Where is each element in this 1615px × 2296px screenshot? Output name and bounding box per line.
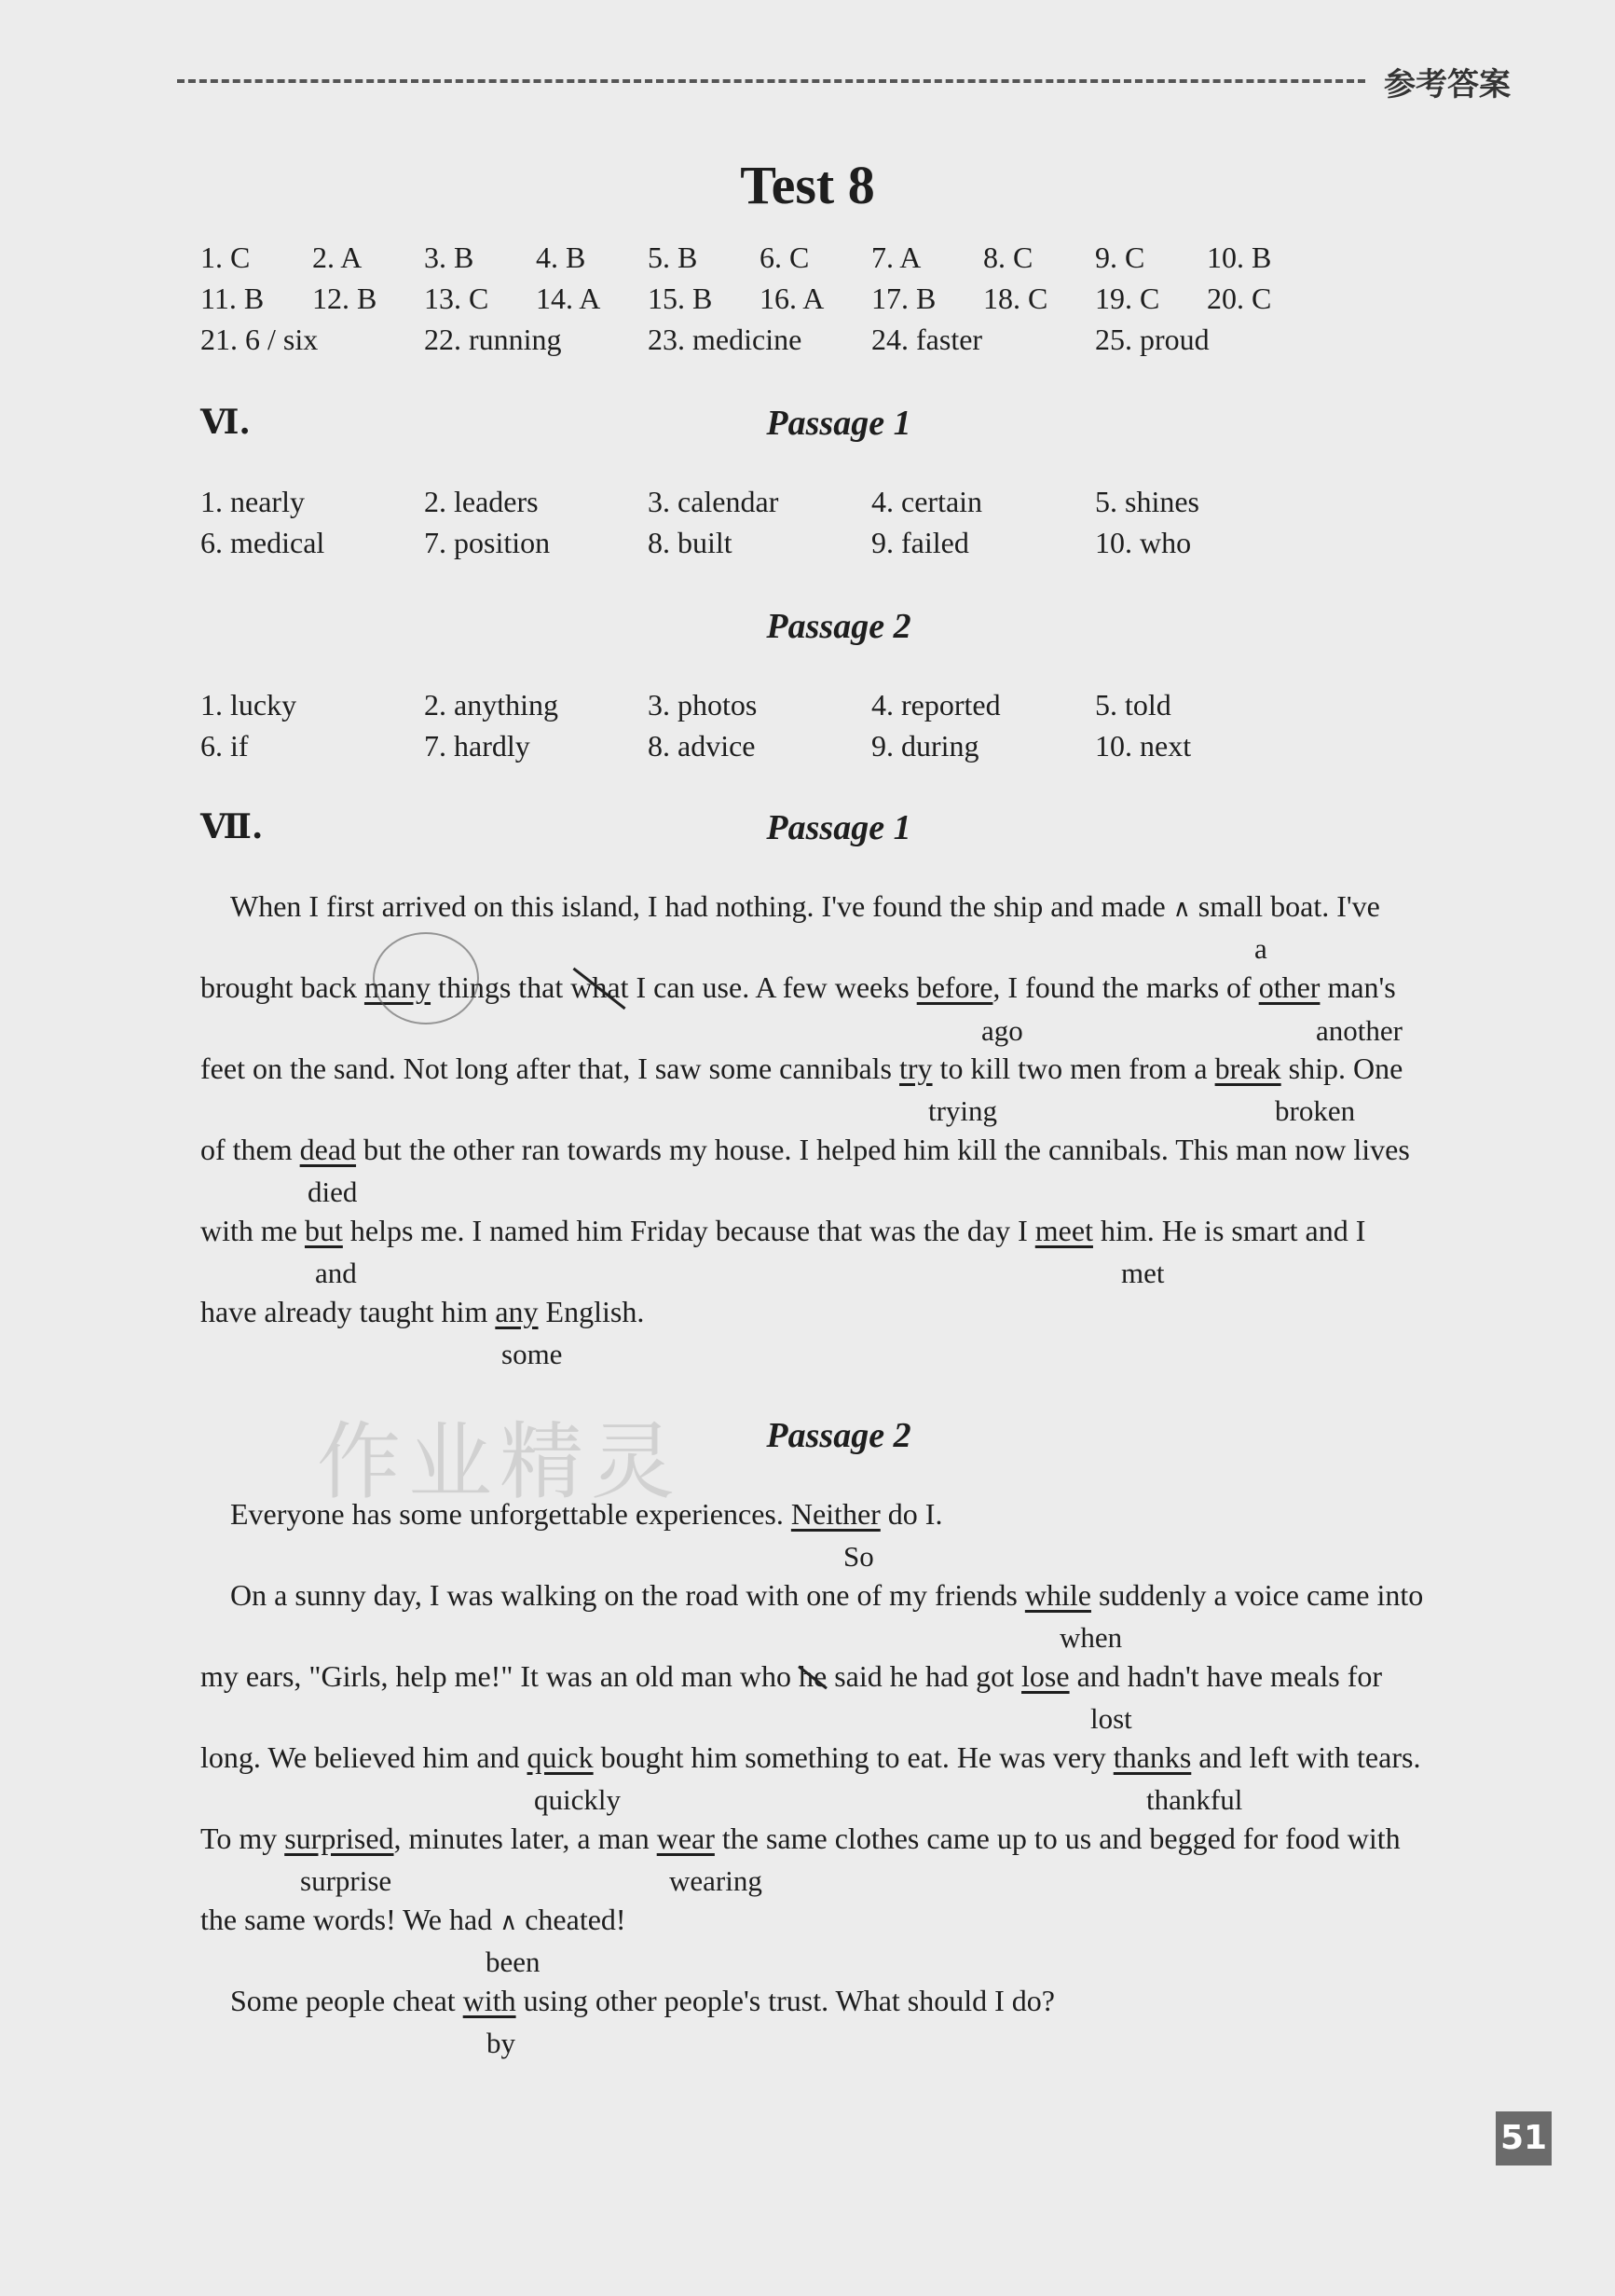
answer-item: 18. C	[983, 282, 1048, 315]
text: but the other ran towards my house. I helped him kill the cannibals. This man now lives	[356, 1133, 1410, 1166]
answer-item: 2. anything	[424, 688, 558, 722]
text: the same clothes came up to us and begged for food with	[714, 1822, 1401, 1855]
answer-item: 25. proud	[1095, 323, 1210, 356]
answer-item: 12. B	[312, 282, 377, 315]
text: , I found the marks of	[992, 970, 1259, 1004]
answer-item: 10. next	[1095, 729, 1192, 763]
text: man's	[1320, 970, 1396, 1004]
answer-item: 1. lucky	[200, 688, 297, 722]
passage-line	[230, 889, 1380, 924]
stamp-logo	[373, 932, 479, 1024]
passage-line	[200, 1740, 1420, 1775]
section-7-passage-2-title: Passage 2	[766, 1416, 911, 1455]
answer-item: 10. who	[1095, 526, 1192, 559]
answer-item: 9. C	[1095, 241, 1145, 274]
text: helps me. I named him Friday because that was the day I	[342, 1214, 1035, 1247]
answer-item: 19. C	[1095, 282, 1160, 315]
passage-line	[200, 1822, 1401, 1856]
correction: when	[1060, 1621, 1123, 1654]
passage-line	[200, 1214, 1365, 1248]
text: bought him something to eat. He was very	[593, 1740, 1114, 1774]
answer-item: 5. B	[648, 241, 698, 274]
text: my ears, "Girls, help me!" It was an old man who	[200, 1659, 799, 1693]
passage-line	[200, 1903, 626, 1937]
text: the same words! We had	[200, 1903, 500, 1936]
error-word: wear	[656, 1822, 715, 1855]
text: I can use. A few weeks	[628, 970, 917, 1004]
answer-item: 8. C	[983, 241, 1033, 274]
answer-item: 7. A	[871, 241, 922, 274]
answer-item: 6. C	[760, 241, 810, 274]
answer-item: 11. B	[200, 282, 265, 315]
page-number: 51	[1496, 2111, 1552, 2165]
text: long. We believed him and	[200, 1740, 527, 1774]
correction: a	[1254, 932, 1267, 965]
answer-item: 4. certain	[871, 485, 983, 518]
answer-item: 7. hardly	[424, 729, 530, 763]
text: English.	[538, 1295, 645, 1328]
correction: met	[1121, 1257, 1165, 1289]
error-word: meet	[1034, 1214, 1093, 1247]
correction: some	[501, 1338, 563, 1370]
text: of them	[200, 1133, 300, 1166]
correction: and	[315, 1257, 357, 1289]
answer-item: 15. B	[648, 282, 713, 315]
header-label: 参考答案	[1384, 66, 1511, 103]
answer-item: 16. A	[760, 282, 825, 315]
text: things that	[431, 970, 571, 1004]
answer-item: 14. A	[536, 282, 601, 315]
answer-item: 5. told	[1095, 688, 1171, 722]
text: When I first arrived on this island, I had nothing. I've found the ship and made	[230, 889, 1173, 923]
text: Some people cheat	[230, 1984, 463, 2017]
error-word: while	[1024, 1578, 1091, 1612]
text: , minutes later, a man	[393, 1822, 657, 1855]
text: small boat. I've	[1190, 889, 1380, 923]
correction: ago	[981, 1014, 1023, 1047]
text: have already taught him	[200, 1295, 496, 1328]
text: On a sunny day, I was walking on the road with one of my friends	[230, 1578, 1025, 1612]
error-word: dead	[299, 1133, 357, 1166]
error-word: other	[1258, 970, 1321, 1004]
correction: trying	[928, 1094, 998, 1127]
error-word: try	[899, 1052, 933, 1085]
passage-line	[230, 1984, 1055, 2018]
error-word: quick	[527, 1740, 594, 1774]
text: brought back	[200, 970, 364, 1004]
correction: quickly	[534, 1783, 621, 1816]
answer-item: 9. during	[871, 729, 979, 763]
correction: by	[486, 2027, 515, 2059]
answer-item: 22. running	[424, 323, 562, 356]
correction: thankful	[1146, 1783, 1243, 1816]
answer-item: 17. B	[871, 282, 937, 315]
passage-line	[200, 1052, 1403, 1086]
deleted-word: he	[798, 1659, 828, 1693]
correction: died	[308, 1175, 358, 1208]
watermark: 作业精灵	[317, 1413, 682, 1511]
section-7-passage-1-title: Passage 1	[766, 808, 911, 847]
answer-item: 13. C	[424, 282, 489, 315]
text: suddenly a voice came into	[1090, 1578, 1424, 1612]
header-dashed-rule	[177, 79, 1365, 83]
error-word: many	[363, 970, 431, 1004]
section-6-passage-1-title: Passage 1	[766, 404, 911, 443]
text: To my	[200, 1822, 285, 1855]
answer-item: 24. faster	[871, 323, 983, 356]
answer-item: 23. medicine	[648, 323, 802, 356]
page-title: Test 8	[740, 155, 875, 215]
error-word: Neither	[790, 1497, 881, 1531]
text: ship. One	[1280, 1052, 1403, 1085]
text: to kill two men from a	[932, 1052, 1215, 1085]
text: with me	[200, 1214, 305, 1247]
answer-item: 3. calendar	[648, 485, 779, 518]
answer-item: 5. shines	[1095, 485, 1199, 518]
text: do I.	[880, 1497, 943, 1531]
answer-item: 3. B	[424, 241, 474, 274]
text: and hadn't have meals for	[1069, 1659, 1382, 1693]
answer-item: 6. medical	[200, 526, 325, 559]
answer-item: 8. built	[648, 526, 732, 559]
answer-item: 4. reported	[871, 688, 1001, 722]
text: and left with tears.	[1191, 1740, 1421, 1774]
text: Everyone has some unforgettable experiences.	[230, 1497, 791, 1531]
error-word: break	[1214, 1052, 1281, 1085]
correction: lost	[1090, 1702, 1132, 1735]
answer-item: 8. advice	[648, 729, 756, 763]
deleted-word: what	[570, 970, 629, 1004]
text: him. He is smart and I	[1092, 1214, 1366, 1247]
section-7-mark: Ⅶ.	[200, 807, 264, 846]
passage-line	[230, 1578, 1423, 1613]
correction: another	[1316, 1014, 1403, 1047]
section-6-mark: Ⅵ.	[200, 403, 251, 442]
passage-line	[230, 1497, 942, 1532]
error-word: thanks	[1113, 1740, 1192, 1774]
error-word: any	[495, 1295, 539, 1328]
passage-line	[200, 1295, 644, 1329]
passage-line	[200, 1659, 1382, 1694]
text: using other people's trust. What should I do?	[515, 1984, 1055, 2017]
correction: broken	[1275, 1094, 1356, 1127]
answer-item: 21. 6 / six	[200, 323, 319, 356]
insertion-caret: ∧	[500, 1908, 518, 1936]
text: cheated!	[517, 1903, 626, 1936]
answer-item: 1. nearly	[200, 485, 305, 518]
section-6-passage-2-title: Passage 2	[766, 607, 911, 646]
text: feet on the sand. Not long after that, I saw some cannibals	[200, 1052, 899, 1085]
passage-line	[200, 1133, 1410, 1167]
correction: wearing	[669, 1864, 762, 1897]
error-word: with	[462, 1984, 516, 2017]
correction: been	[486, 1945, 541, 1978]
text: said he had got	[827, 1659, 1022, 1693]
answer-item: 7. position	[424, 526, 551, 559]
error-word: before	[916, 970, 993, 1004]
answer-item: 20. C	[1207, 282, 1272, 315]
correction: surprise	[300, 1864, 392, 1897]
answer-item: 9. failed	[871, 526, 969, 559]
answer-item: 1. C	[200, 241, 251, 274]
answer-item: 10. B	[1207, 241, 1272, 274]
answer-item: 3. photos	[648, 688, 758, 722]
insertion-caret: ∧	[1172, 895, 1191, 923]
answer-item: 4. B	[536, 241, 586, 274]
error-word: surprised	[284, 1822, 394, 1855]
correction: So	[843, 1540, 874, 1573]
answer-item: 2. A	[312, 241, 363, 274]
error-word: but	[304, 1214, 343, 1247]
answer-item: 2. leaders	[424, 485, 539, 518]
error-word: lose	[1021, 1659, 1070, 1693]
answer-item: 6. if	[200, 729, 249, 763]
